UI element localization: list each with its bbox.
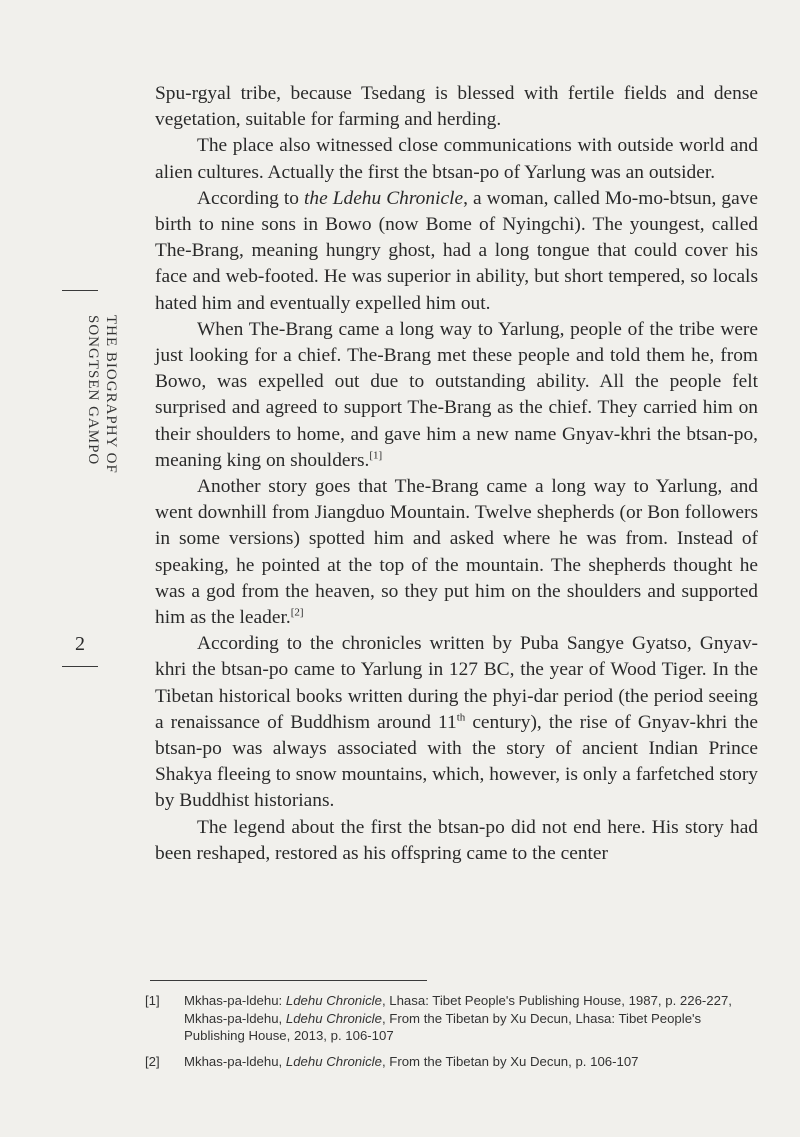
paragraph-text: , a woman, called Mo-mo-btsun, gave birth to nine sons in Bowo (now Bome of Nyingchi). The youngest, called The-Brang, meaning hungry ghost, had a long tongue that could cover his face and web-footed. He was superior in ability, but short tempered, so locals hated him and eventually expelled him out. [155, 187, 758, 314]
body-text [155, 81, 758, 867]
paragraph-text: According to [197, 187, 304, 209]
footnote-book-title: Ldehu Chronicle [285, 1053, 382, 1069]
ordinal-superscript: th [456, 711, 466, 724]
footnote-2 [145, 1053, 765, 1071]
paragraph-6 [155, 631, 758, 814]
footnote-book-title: Ldehu Chronicle [285, 1010, 382, 1026]
paragraph-text: When The-Brang came a long way to Yarlung, people of the tribe were just looking for a chief. The-Brang met these people and told them he, from Bowo, was expelled out due to outstanding ability. All the people felt surprised and agreed to support The-Brang as the chief. They carried him on their shoulders to home, and gave him a new name Gnyav-khri the btsan-po, meaning king on shoulders. [155, 318, 758, 471]
paragraph-3 [155, 186, 758, 317]
paragraph-text: Another story goes that The-Brang came a long way to Yarlung, and went downhill from Jiangduo Mountain. Twelve shepherds (or Bon followers in some versions) spotted him and asked where he was from. Instead of speaking, he pointed at the top of the mountain. The shepherds thought he was a god from the heaven, so they put him on the shoulders and supported him as the leader. [155, 476, 758, 629]
paragraph-text: century), the rise of Gnyav-khri the btsan-po was always associated with the story of ancient Indian Prince Shakya fleeing to snow mountains, which, however, is only a farfetched story by Buddhist historians. [155, 711, 758, 812]
footnote-reference-2[interactable]: [2] [290, 606, 304, 619]
footnote-marker: [1] [145, 993, 160, 1008]
footnote-text: , Lhasa: Tibet People's Publishing House, 1987, p. 226-227, Mkhas-pa-ldehu, [184, 993, 732, 1026]
footnote-1 [145, 992, 765, 1045]
running-title [40, 315, 120, 475]
footnote-text: Mkhas-pa-ldehu, [184, 1053, 286, 1069]
footnote-reference-1[interactable]: [1] [369, 449, 383, 462]
running-title-line-1: THE BIOGRAPHY OF [103, 315, 119, 474]
paragraph-1 [155, 81, 758, 133]
paragraph-text: The place also witnessed close communications with outside world and alien cultures. Actually the first the btsan-po of Yarlung was an outsider. [155, 135, 758, 183]
footnote-book-title: Ldehu Chronicle [285, 993, 382, 1008]
paragraph-2 [155, 133, 758, 185]
footnotes [145, 992, 765, 1078]
paragraph-text: The legend about the first the btsan-po did not end here. His story had been reshaped, restored as his offspring came to the center [155, 816, 758, 864]
paragraph-4 [155, 317, 758, 474]
paragraph-text: Spu-rgyal tribe, because Tsedang is blessed with fertile fields and dense vegetation, suitable for farming and herding. [155, 83, 758, 131]
footnote-text: Mkhas-pa-ldehu: [184, 993, 286, 1008]
footnote-marker: [2] [145, 1053, 160, 1069]
footnote-divider [150, 980, 427, 981]
page-number: 2 [62, 622, 98, 667]
paragraph-5 [155, 474, 758, 631]
paragraph-text: According to the chronicles written by Puba Sangye Gyatso, Gnyav-khri the btsan-po came to Yarlung in 127 BC, the year of Wood Tiger. In the Tibetan historical books written during the phyi-dar period (the period seeing a renaissance of Buddhism around 11 [155, 633, 758, 733]
running-title-line-2: SONGTSEN GAMPO [85, 315, 101, 466]
book-title-italic: the Ldehu Chronicle [304, 187, 464, 209]
footnote-text: , From the Tibetan by Xu Decun, p. 106-107 [381, 1053, 639, 1069]
running-title-rule [62, 290, 98, 291]
footnote-text: , From the Tibetan by Xu Decun, Lhasa: Tibet People's Publishing House, 2013, p. 106-107 [184, 1010, 702, 1043]
paragraph-7 [155, 815, 758, 867]
